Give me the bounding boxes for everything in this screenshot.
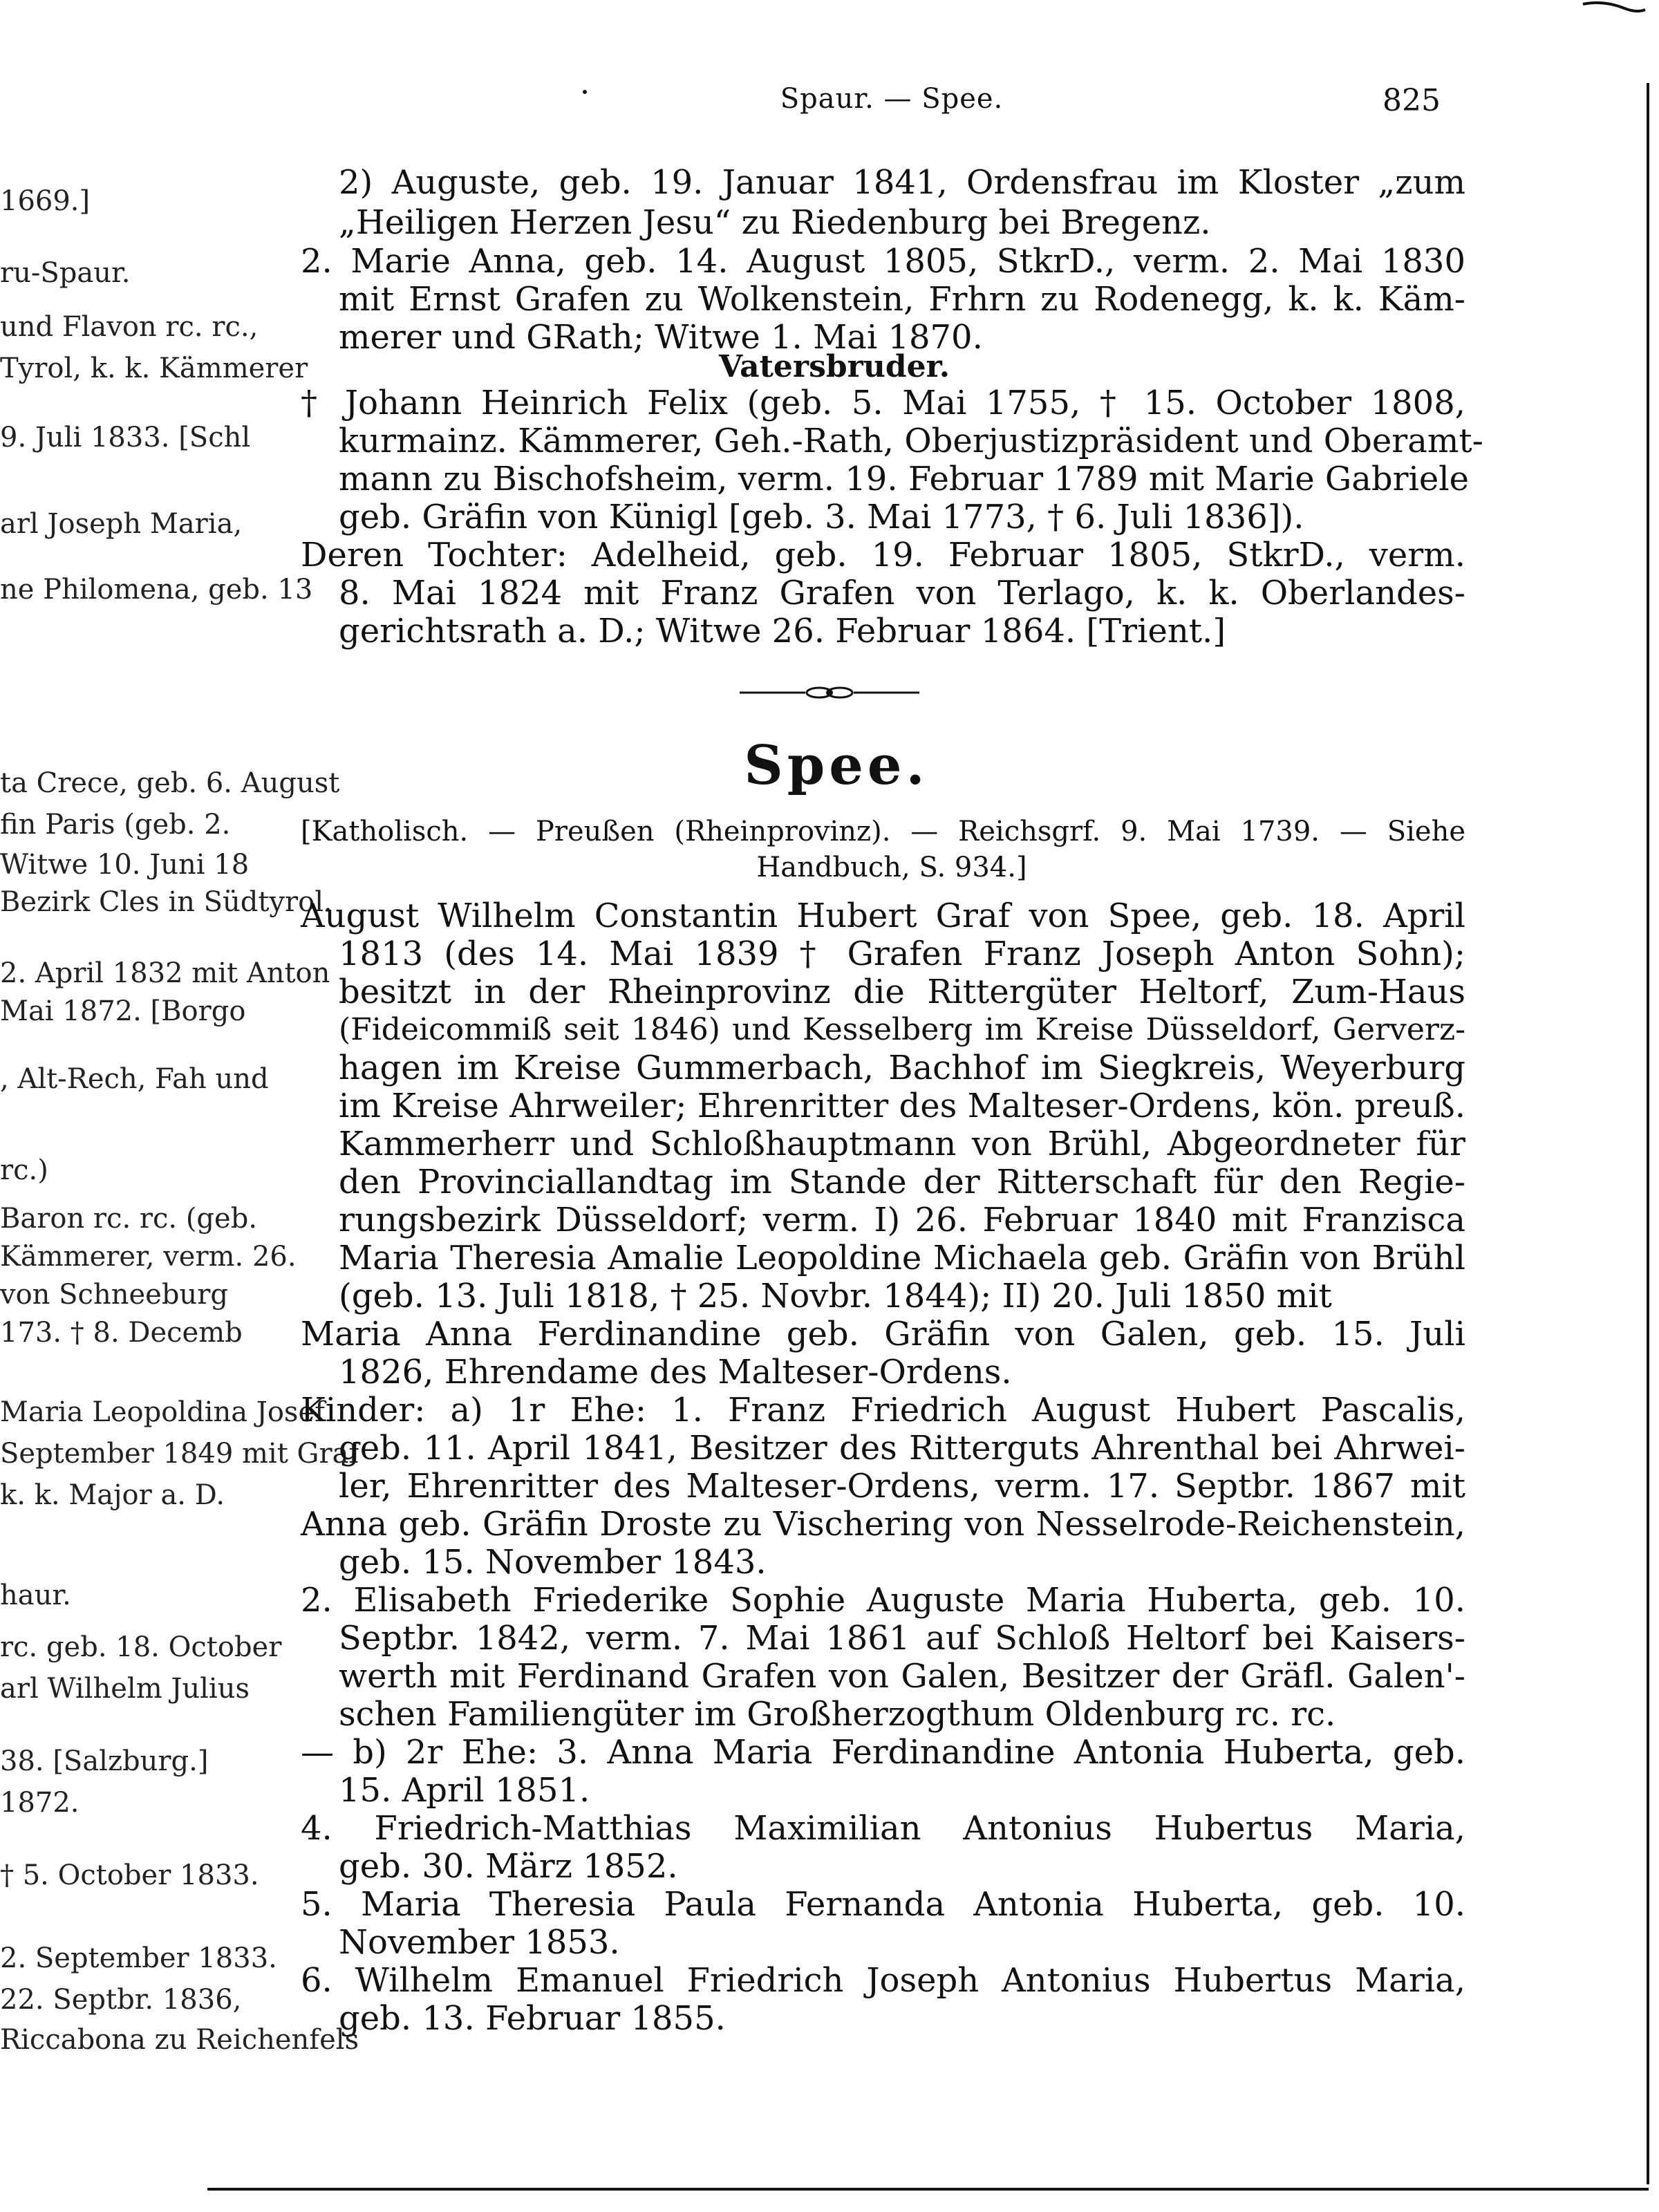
bleed-line: 2. September 1833. (0, 1942, 277, 1974)
text-line: 15. April 1851. (339, 1771, 590, 1810)
text-line: ler, Ehrenritter des Malteser-Ordens, verm. 17. Septbr. 1867 mit (339, 1467, 1465, 1506)
text-line: geb. 11. April 1841, Besitzer des Ritterguts Ahrenthal bei Ahrwei- (339, 1429, 1465, 1468)
bleed-line: Mai 1872. [Borgo (0, 995, 246, 1027)
text-line: August Wilhelm Constantin Hubert Graf von Spee, geb. 18. April (301, 897, 1465, 935)
text-line: mann zu Bischofsheim, verm. 19. Februar 1789 mit Marie Gabriele (339, 460, 1470, 498)
text-line: „Heiligen Herzen Jesu“ zu Riedenburg bei Bregenz. (339, 203, 1211, 242)
page-edge-right (1647, 83, 1649, 2184)
text-line: Maria Theresia Amalie Leopoldine Michaela geb. Gräfin von Brühl (339, 1239, 1465, 1277)
bleed-line: ru-Spaur. (0, 257, 131, 289)
text-line: kurmainz. Kämmerer, Geh.-Rath, Oberjustizpräsident und Oberamt- (339, 422, 1483, 460)
section-title: Spee. (744, 734, 929, 797)
text-line: (geb. 13. Juli 1818, † 25. Novbr. 1844); II) 20. Juli 1850 mit (339, 1277, 1332, 1315)
text-line: 2. Elisabeth Friederike Sophie Auguste Maria Huberta, geb. 10. (301, 1581, 1465, 1620)
bleed-line: haur. (0, 1580, 71, 1611)
bleed-line: , Alt-Rech, Fah und (0, 1063, 269, 1095)
text-line: (Fideicommiß seit 1846) und Kesselberg im Kreise Düsseldorf, Gerverz- (339, 1012, 1465, 1047)
bleed-line: 1669.] (0, 185, 91, 217)
text-line: rungsbezirk Düsseldorf; verm. I) 26. Februar 1840 mit Franzisca (339, 1201, 1465, 1239)
text-line: den Provinciallandtag im Stande der Ritterschaft für den Regie- (339, 1163, 1465, 1201)
text-line: gerichtsrath a. D.; Witwe 26. Februar 1864. [Trient.] (339, 612, 1226, 650)
text-line: Deren Tochter: Adelheid, geb. 19. Februar 1805, StkrD., verm. (301, 536, 1465, 574)
text-line: Kammerherr und Schloßhauptmann von Brühl, Abgeordneter für (339, 1125, 1465, 1163)
bleed-line: ta Crece, geb. 6. August (0, 767, 340, 799)
bleed-line: und Flavon rc. rc., (0, 311, 259, 343)
bleed-line: 2. April 1832 mit Anton (0, 957, 330, 989)
scan-corner-mark (1583, 0, 1645, 28)
bleed-line: arl Joseph Maria, (0, 508, 243, 540)
bleed-line: 22. Septbr. 1836, (0, 1984, 242, 2016)
bleed-line: Baron rc. rc. (geb. (0, 1203, 258, 1235)
section-intro-line: Handbuch, S. 934.] (756, 852, 1027, 883)
text-line: 1826, Ehrendame des Malteser-Ordens. (339, 1353, 1012, 1391)
bleed-line: Maria Leopoldina Josef (0, 1396, 325, 1428)
text-line: Maria Anna Ferdinandine geb. Gräfin von Galen, geb. 15. Juli (301, 1315, 1465, 1353)
ornament-divider (740, 684, 919, 701)
text-line: geb. 15. November 1843. (339, 1543, 767, 1582)
bleed-line: Witwe 10. Juni 18 (0, 849, 250, 881)
text-line: November 1853. (339, 1923, 620, 1962)
section-intro-line: [Katholisch. — Preußen (Rheinprovinz). — Reichsgrf. 9. Mai 1739. — Siehe (301, 816, 1465, 847)
bleed-line: rc.) (0, 1154, 48, 1186)
text-line: Anna geb. Gräfin Droste zu Vischering von Nesselrode-Reichenstein, (301, 1505, 1465, 1544)
bleed-line: fin Paris (geb. 2. (0, 809, 231, 841)
text-line: — b) 2r Ehe: 3. Anna Maria Ferdinandine Antonia Huberta, geb. (301, 1733, 1465, 1772)
text-line: † Johann Heinrich Felix (geb. 5. Mai 1755, † 15. October 1808, (301, 384, 1465, 422)
text-line: 1813 (des 14. Mai 1839 † Grafen Franz Joseph Anton Sohn); (339, 935, 1465, 973)
page-edge-bottom (207, 2188, 1649, 2191)
bleed-line: 173. † 8. Decemb (0, 1317, 243, 1349)
print-speck (583, 90, 587, 94)
text-line: geb. 30. März 1852. (339, 1847, 678, 1886)
text-line: 6. Wilhelm Emanuel Friedrich Joseph Antonius Hubertus Maria, (301, 1961, 1465, 2000)
bleed-line: Tyrol, k. k. Kämmerer (0, 353, 308, 384)
bleed-line: † 5. October 1833. (0, 1859, 259, 1891)
text-line: geb. Gräfin von Künigl [geb. 3. Mai 1773, † 6. Juli 1836]). (339, 498, 1304, 536)
text-line: besitzt in der Rheinprovinz die Rittergüter Heltorf, Zum-Haus (339, 973, 1465, 1011)
bleed-line: Riccabona zu Reichenfels (0, 2024, 359, 2056)
text-line: 8. Mai 1824 mit Franz Grafen von Terlago, k. k. Oberlandes- (339, 574, 1465, 612)
bleed-line: 1872. (0, 1787, 79, 1819)
bleed-line: 9. Juli 1833. [Schl (0, 422, 251, 453)
text-line: im Kreise Ahrweiler; Ehrenritter des Malteser-Ordens, kön. preuß. (339, 1087, 1465, 1125)
text-line: merer und GRath; Witwe 1. Mai 1870. (339, 318, 983, 357)
bleed-line: ne Philomena, geb. 13 (0, 574, 313, 606)
text-line: geb. 13. Februar 1855. (339, 1999, 726, 2038)
text-line: 2. Marie Anna, geb. 14. August 1805, StkrD., verm. 2. Mai 1830 (301, 242, 1465, 281)
text-line: 2) Auguste, geb. 19. Januar 1841, Ordensfrau im Kloster „zum (339, 163, 1465, 202)
text-line: Septbr. 1842, verm. 7. Mai 1861 auf Schloß Heltorf bei Kaisers- (339, 1619, 1465, 1658)
bleed-line: September 1849 mit Graf (0, 1438, 359, 1470)
bleed-line: Kämmerer, verm. 26. (0, 1241, 297, 1273)
running-head: Spaur. — Spee. (780, 83, 1004, 115)
bleed-line: arl Wilhelm Julius (0, 1673, 250, 1705)
text-line: schen Familiengüter im Großherzogthum Oldenburg rc. rc. (339, 1695, 1336, 1734)
vatersbruder-heading: Vatersbruder. (719, 349, 950, 384)
text-line: hagen im Kreise Gummerbach, Bachhof im Siegkreis, Weyerburg (339, 1049, 1465, 1087)
text-line: Kinder: a) 1r Ehe: 1. Franz Friedrich August Hubert Pascalis, (301, 1391, 1465, 1430)
text-line: werth mit Ferdinand Grafen von Galen, Besitzer der Gräfl. Galen'- (339, 1657, 1465, 1696)
bleed-line: k. k. Major a. D. (0, 1479, 225, 1511)
facing-page-bleed (0, 0, 359, 2212)
page-number: 825 (1382, 83, 1441, 118)
text-line: 4. Friedrich-Matthias Maximilian Antonius Hubertus Maria, (301, 1809, 1465, 1848)
text-line: mit Ernst Grafen zu Wolkenstein, Frhrn zu Rodenegg, k. k. Käm- (339, 280, 1465, 319)
bleed-line: Bezirk Cles in Südtyrol. (0, 886, 332, 918)
bleed-line: rc. geb. 18. October (0, 1631, 282, 1663)
bleed-line: 38. [Salzburg.] (0, 1745, 209, 1777)
bleed-line: von Schneeburg (0, 1279, 228, 1311)
text-line: 5. Maria Theresia Paula Fernanda Antonia Huberta, geb. 10. (301, 1885, 1465, 1924)
